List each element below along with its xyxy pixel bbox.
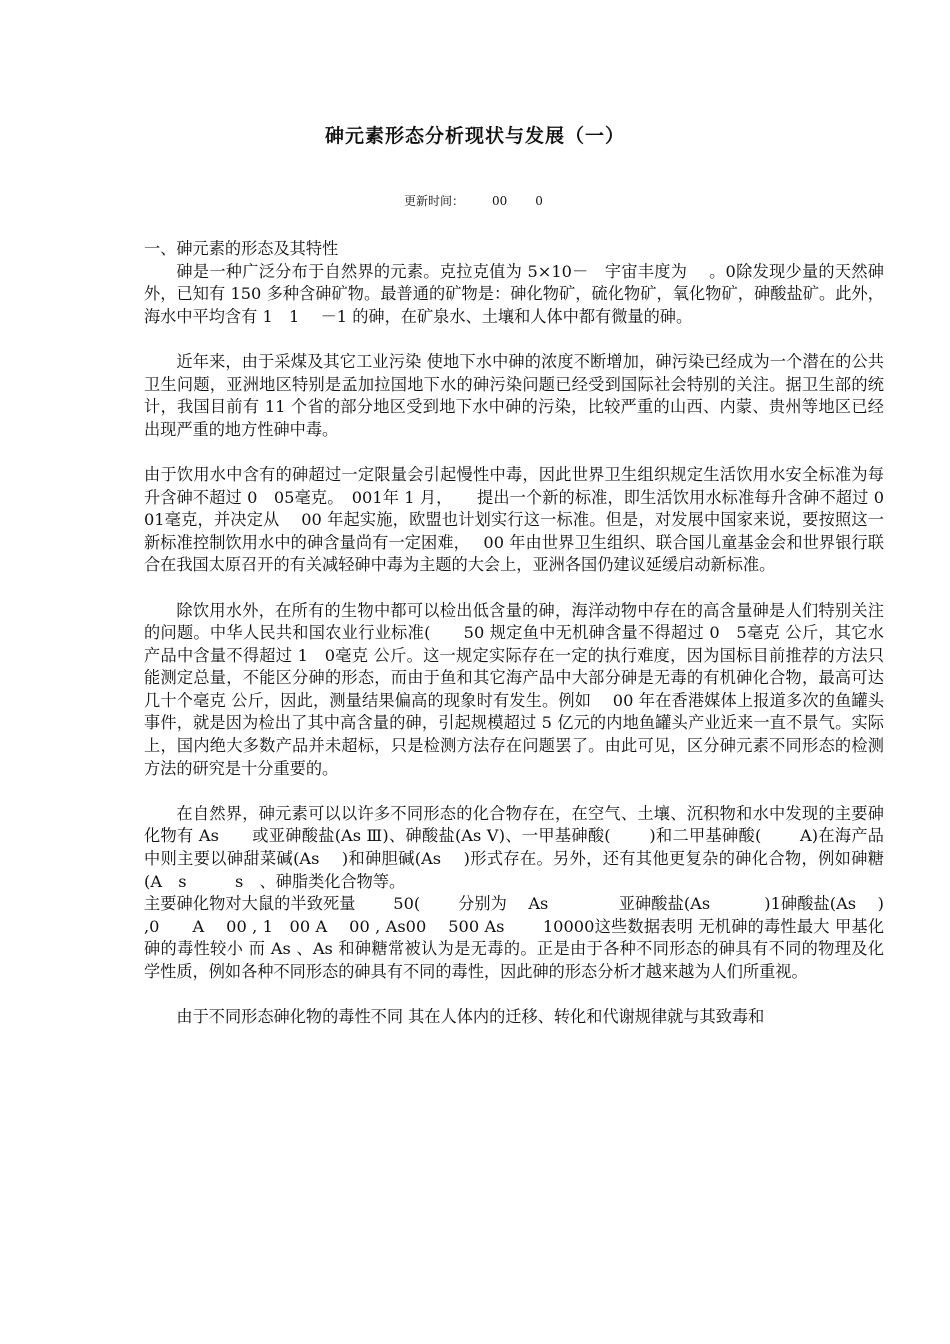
paragraph-4: 除饮用水外，在所有的生物中都可以检出低含量的砷，海洋动物中存在的高含量砷是人们特别关注的问题。中华人民共和国农业行业标准( 50 规定鱼中无机砷含量不得超过 0 5毫克 公斤，其它水产品中含量不得超过 1 0毫克 公斤。这一规定实际存在一定的执行难度，因为国标目前推荐的方法只能测定总量，不能区分砷的形态，而由于鱼和其它海产品中大部分砷是无毒的有机砷化合物，最高可达几十个毫克 公斤，因此，测量结果偏高的现象时有发生。例如 00 年在香港媒体上报道多次的鱼罐头事件，就是因为检出了其中高含量的砷，引起规模超过 5 亿元的内地鱼罐头产业近来一直不景气。实际上，国内绝大多数产品并未超标，只是检测方法存在问题罢了。由此可见，区分砷元素不同形态的检测方法的研究是十分重要的。 — [144, 600, 885, 778]
update-time-value-1: 00 — [492, 194, 508, 208]
update-time — [404, 192, 571, 209]
update-time-label: 更新时间： — [404, 194, 465, 208]
paragraph-3: 由于饮用水中含有的砷超过一定限量会引起慢性中毒，因此世界卫生组织规定生活饮用水安全标准为每升含砷不超过 0 05毫克。 001年 1 月， 提出一个新的标准，即生活饮用水标准每升含砷不超过 0 01毫克，并决定从 00 年起实施，欧盟也计划实行这一标准。但是，对发展中国家来说，要按照这一新标准控制饮用水中的砷含量尚有一定困难， 00 年由世界卫生组织、联合国儿童基金会和世界银行联合在我国太原召开的有关减轻砷中毒为主题的大会上，亚洲各国仍建议延缓启动新标准。 — [144, 464, 901, 575]
paragraph-1: 砷是一种广泛分布于自然界的元素。克拉克值为 5×10－ 宇宙丰度为 。0除发现少量的天然砷外，已知有 150 多种含砷矿物。最普通的矿物是：砷化物矿，硫化物矿，氧化物矿，砷酸盐矿。此外，海水中平均含有 1 1 －1 的砷，在矿泉水、土壤和人体中都有微量的砷。 — [144, 261, 884, 326]
paragraph-2: 近年来，由于采煤及其它工业污染 使地下水中砷的浓度不断增加，砷污染已经成为一个潜在的公共卫生问题，亚洲地区特别是孟加拉国地下水的砷污染问题已经受到国际社会特别的关注。据卫生部的统计，我国目前有 11 个省的部分地区受到地下水中砷的污染，比较严重的山西、内蒙、贵州等地区已经出现严重的地方性砷中毒。 — [144, 351, 884, 439]
article-body — [144, 238, 901, 1029]
paragraph-5: 在自然界，砷元素可以以许多不同形态的化合物存在，在空气、土壤、沉积物和水中发现的主要砷化物有 As 或亚砷酸盐(As Ⅲ)、砷酸盐(As Ⅴ)、一甲基砷酸( )和二甲基砷酸( A)在海产品中则主要以砷甜菜碱(As )和砷胆碱(As )形式存在。另外，还有其他更复杂的砷化合物，例如砷糖(A s s 、砷脂类化合物等。 — [144, 803, 884, 891]
paragraph-7: 由于不同形态砷化物的毒性不同 其在人体内的迁移、转化和代谢规律就与其致毒和 — [176, 1007, 765, 1027]
section-heading: 一、砷元素的形态及其特性 — [144, 239, 339, 258]
paragraph-6: 主要砷化物对大鼠的半致死量 50( 分别为 As 亚砷酸盐(As )1砷酸盐(As ) ,0 A 00 , 1 00 A 00 , As00 500 As 10000这些数据表明 无机砷的毒性最大 甲基化砷的毒性较小 而 As 、As 和砷糖常被认为是无毒的。正是由于各种不同形态的砷具有不同的物理及化学性质，例如各种不同形态的砷具有不同的毒性，因此砷的形态分析才越来越为人们所重视。 — [144, 894, 884, 981]
update-time-value-2: 0 — [535, 194, 543, 208]
page-title: 砷元素形态分析现状与发展（一） — [324, 125, 625, 147]
